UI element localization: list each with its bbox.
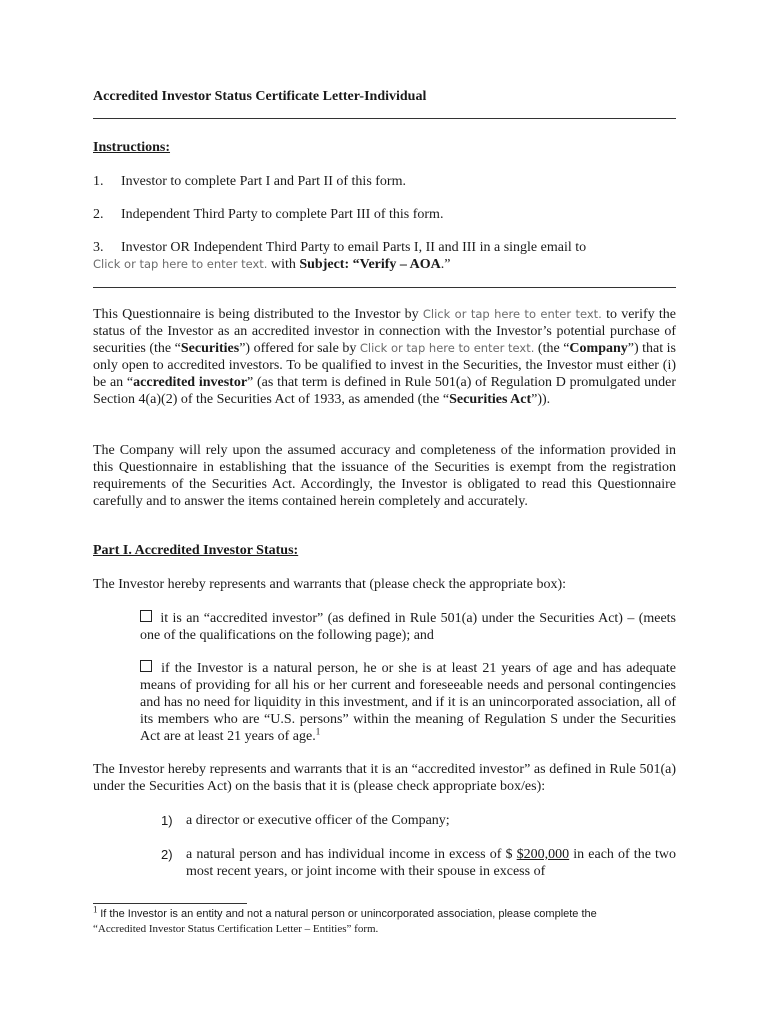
intro-text: to verify the status of the Investor as an accredited investor in connection with the Investor’s potential purchase of securities (the “	[93, 307, 676, 356]
step-text: Independent Third Party to complete Part III of this form.	[121, 207, 444, 222]
footnote-line-2: “Accredited Investor Status Certification Letter – Entities” form.	[93, 923, 379, 935]
step-number: 3.	[93, 240, 104, 255]
item-text: a director or executive officer of the Company;	[186, 813, 450, 828]
age-requirement-checkbox[interactable]	[140, 660, 152, 672]
basis-item-1	[161, 812, 676, 829]
accredited-investor-term: accredited investor	[133, 375, 248, 390]
instruction-step-3	[93, 239, 586, 256]
accredited-investor-option	[140, 610, 676, 644]
footnote-ref: 1	[315, 726, 321, 737]
step-text: Investor to complete Part I and Part II of this form.	[121, 174, 406, 189]
distributor-placeholder-field[interactable]: Click or tap here to enter text.	[422, 307, 602, 321]
instructions-heading: Instructions:	[93, 140, 171, 155]
intro-text: ”) that is only open to accredited investors. To be qualified to invest in the Securities, the Investor must either (i) be an “	[93, 341, 677, 390]
step-number: 1.	[93, 174, 104, 189]
item-text	[186, 846, 676, 880]
step-with-text: with	[270, 257, 296, 272]
placeholder-text: Click or tap here to enter	[359, 341, 505, 355]
title-divider	[93, 118, 676, 119]
email-placeholder-field[interactable]: Click or tap here to enter text.	[93, 257, 268, 271]
part1-lead: The Investor hereby represents and warrants that (please check the appropriate box):	[93, 577, 567, 592]
reliance-paragraph: The Company will rely upon the assumed accuracy and completeness of the information provided in this Questionnaire in establishing that the issuance of the Securities is exempt from the registration requirements of the Securities Act. Accordingly, the Investor is obligated to read this Questionnaire carefully and to answer the items contained herein completely and accurately.	[93, 443, 676, 509]
instruction-step-2	[93, 206, 443, 223]
footnote-divider	[93, 903, 247, 904]
age-requirement-option	[140, 660, 676, 745]
securities-act-term: Securities Act	[449, 392, 532, 407]
option-text: it is an “accredited investor” (as defined in Rule 501(a) under the Securities Act) – (meets one of the qualifications on the following page); and	[140, 611, 677, 643]
intro-text: ”) offered for sale by	[239, 341, 357, 356]
subject-end: .”	[440, 257, 451, 272]
part1-heading: Part I. Accredited Investor Status:	[93, 543, 299, 558]
company-placeholder-field[interactable]	[360, 341, 535, 355]
basis-item-2	[161, 846, 676, 880]
intro-paragraph	[93, 306, 676, 408]
subject-line: Subject: “Verify – AOA	[299, 257, 441, 272]
document-title: Accredited Investor Status Certificate Letter-Individual	[93, 89, 427, 104]
intro-text: (the “	[537, 341, 570, 356]
basis-lead: The Investor hereby represents and warrants that it is an “accredited investor” as defined in Rule 501(a) under the Securities Act) on the basis that it is (please check appropriate box/es):	[93, 762, 676, 794]
accredited-investor-checkbox[interactable]	[140, 610, 152, 622]
instruction-step-1	[93, 173, 406, 190]
footnote-line-1: If the Investor is an entity and not a natural person or unincorporated association, please complete the	[100, 908, 597, 920]
step-number: 2.	[93, 207, 104, 222]
intro-text: ”)).	[531, 392, 551, 407]
placeholder-text: text.	[508, 341, 535, 355]
option-text: if the Investor is a natural person, he or she is at least 21 years of age and has adequate means of providing for all his or her current and foreseeable needs and personal contingencies and has no need for liquidity in this investment, and if it is an unincorporated association, all of its members who are “U.S. persons” within the meaning of Regulation S under the Securities Act are at least 21 years of age.	[140, 661, 676, 744]
footnote	[93, 904, 676, 937]
intro-text: This Questionnaire is being distributed to the Investor by	[93, 307, 419, 322]
item-text-b: in each of the two most recent years, or joint income with their spouse in excess of	[186, 847, 677, 879]
item-number: 2)	[161, 847, 173, 862]
step-text: Investor OR Independent Third Party to email Parts I, II and III in a single email to	[121, 240, 587, 255]
company-term: Company	[569, 341, 628, 356]
item-number: 1)	[161, 813, 173, 828]
footnote-number: 1	[93, 904, 98, 915]
securities-term: Securities	[180, 341, 240, 356]
income-amount: $200,000	[516, 847, 570, 862]
instruction-step-3-continued	[93, 256, 450, 273]
intro-text: ” (as that term is defined in Rule 501(a) of Regulation D promulgated under Section 4(a)(2) of the Securities Act of 1933, as amended (the “	[93, 375, 676, 407]
item-text-a: a natural person and has individual income in excess of $	[186, 847, 513, 862]
instructions-divider	[93, 287, 676, 288]
